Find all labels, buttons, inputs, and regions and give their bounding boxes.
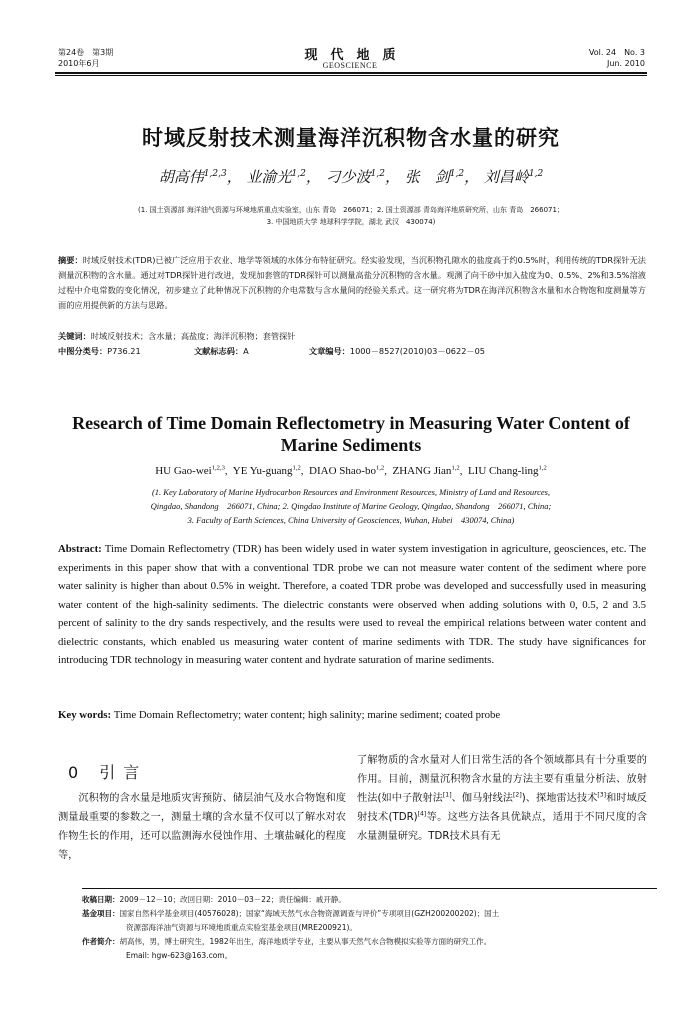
author-en: DIAO Shao-bo$^{1,2}$ bbox=[309, 464, 385, 477]
body-right-column: 了解物质的含水量对人们日常生活的各个领域都具有十分重要的作用。目前，测量沉积物含水量的方法主要有重量分析法、放射性法(如中子散射法[1]、伽马射线法[2])、探地雷达技术[3]和时域反射技术(TDR)[4]等。这些方法各具优缺点，适用于不同尺度的含水量测量研究。TDR技术具有无 bbox=[357, 755, 647, 842]
section-heading: 0 引言 bbox=[68, 763, 148, 782]
header-volume-en: Vol. 24 No. 3 bbox=[588, 48, 645, 57]
body-left-column: 沉积物的含水量是地质灾害预防、储层油气及水合物饱和度测量最重要的参数之一，测量土壤的含水量不仅可以了解水对农作物生长的作用，还可以监测海水侵蚀作用、土壤盐碱化的程度等， bbox=[58, 793, 346, 861]
author-cn: 胡高伟$^{1,2,3}$ bbox=[158, 168, 227, 186]
header-rule-bottom bbox=[55, 75, 647, 76]
abstract-cn: 摘要：时域反射技术(TDR)已被广泛应用于农业、地学等领域的水体分布特征研究。经实验发现，当沉积物孔隙水的盐度高于约0.5%时，利用传统的TDR探针无法测量沉积物的含水量。通过对TDR探针进行改进，发现加套管的TDR探针可以测量高盐分沉积物的含水量。观测了向干砂中加入盐度为0、0.5%、2%和3.5%溶液过程中介电常数的变化情况，初步建立了此种情况下沉积物的介电常数与含水量间的经验关系式。这一研究将为TDR在海洋沉积物含水量和水合物饱和度测量等方面的应用提供新的方法与思路。 bbox=[58, 255, 646, 310]
header-volume-cn: 第24卷 第3期 bbox=[58, 48, 114, 57]
abstract-en: Abstract: Time Domain Reflectometry (TDR) has been widely used in water system investigation in agriculture, geosciences, etc. The experiments in this paper show that with a conventional TDR probe we can not measure water content of the sediment where pore water salinity is higher than about 0.5% in weight. Therefore, a coated TDR probe was developed and successfully used in measuring water content of the high-salinity sediments. The dielectric constants were observed when adding solutions with 0, 0.5, 2 and 3.5 percent of salinity to the dry sands respectively, and the results were used to reveal the empirical relations between water content and dielectric constants, which enabled us measuring water content of marine sediments with TDR. The study have significances for introducing TDR technology in measuring water content and hydrate saturation of marine sediments. bbox=[58, 543, 646, 666]
author-cn: 刁少波$^{1,2}$ bbox=[325, 168, 385, 186]
author-en: YE Yu-guang$^{1,2}$ bbox=[232, 464, 301, 477]
authors-en: HU Gao-wei$^{1,2,3}$, YE Yu-guang$^{1,2}$, DIAO Shao-bo$^{1,2}$, ZHANG Jian$^{1,2}$, LIU Chang-ling$^{1,2}$ bbox=[155, 464, 547, 477]
author-en: HU Gao-wei$^{1,2,3}$ bbox=[155, 464, 225, 477]
footnote-fund: 基金项目：国家自然科学基金项目(40576028)；国家“海域天然气水合物资源调查与评价”专项项目(GZH200200202)；国土 bbox=[82, 909, 500, 918]
journal-title-cn: 现 代 地 质 bbox=[304, 48, 396, 63]
header-rule-top bbox=[55, 72, 647, 74]
title-cn: 时域反射技术测量海洋沉积物含水量的研究 bbox=[142, 126, 560, 150]
affiliations-en: (1. Key Laboratory of Marine Hydrocarbon Resources and Environment Resources, Ministry of Land and Resources, Qingdao, Shandong 266071, China; 2. Qingdao Institute of Marine Geology, Qingdao, Shandong 266071, China; 3. Faculty of Earth Sciences, China University of Geosciences, Wuhan, Hubei 430074, China) bbox=[150, 487, 552, 525]
footnotes: 收稿日期：2009－12－10；改回日期：2010－03－22；责任编辑：戚开静。 基金项目：国家自然科学基金项目(40576028)；国家“海域天然气水合物资源调查与评价”专项项目(GZH200200202)；国土 资源部海洋油气资源与环境地质重点实验室基金项目(MRE200921)。 作者简介：胡高伟，男，博士研究生，1982年出生，海洋地质学专业，主要从事天然气水合物模拟实验等方面的研究工作。 Email: hgw-623@163.com。 bbox=[82, 893, 654, 963]
keywords-en: Key words: Time Domain Reflectometry; water content; high salinity; marine sediment; coated probe bbox=[58, 709, 501, 721]
header-date-en: Jun. 2010 bbox=[607, 59, 645, 68]
authors-cn: 胡高伟$^{1,2,3}$， 业渝光$^{1,2}$， 刁少波$^{1,2}$， 张 剑$^{1,2}$， 刘昌岭$^{1,2}$ bbox=[158, 168, 544, 186]
author-cn: 刘昌岭$^{1,2}$ bbox=[483, 168, 544, 186]
author-en: LIU Chang-ling$^{1,2}$ bbox=[467, 464, 547, 477]
keywords-cn: 关键词：时域反射技术；含水量；高盐度；海洋沉积物；套管探针 bbox=[58, 331, 296, 341]
header-date-cn: 2010年6月 bbox=[58, 59, 100, 68]
author-cn: 张 剑$^{1,2}$ bbox=[404, 168, 465, 186]
classification-line: 中图分类号：P736.21 文献标志码：A 文章编号：1000－8527(2010)03－0622－05 bbox=[58, 346, 486, 356]
journal-title-en: GEOSCIENCE bbox=[322, 61, 378, 70]
author-en: ZHANG Jian$^{1,2}$ bbox=[392, 464, 460, 477]
author-cn: 业渝光$^{1,2}$ bbox=[246, 168, 306, 186]
affiliations-cn: (1. 国土资源部 海洋油气资源与环境地质重点实验室，山东 青岛 266071；2. 国土资源部 青岛海洋地质研究所，山东 青岛 266071； 3. 中国地质大学 地球科学学院，湖北 武汉 430074) bbox=[138, 206, 564, 226]
title-en: Research of Time Domain Reflectometry in Measuring Water Content of Marine Sediments bbox=[72, 413, 630, 455]
footnote-received: 收稿日期：2009－12－10；改回日期：2010－03－22；责任编辑：戚开静。 bbox=[82, 895, 346, 904]
footnote-rule bbox=[82, 888, 657, 889]
footnote-author: 作者简介：胡高伟，男，博士研究生，1982年出生，海洋地质学专业，主要从事天然气水合物模拟实验等方面的研究工作。 bbox=[82, 937, 492, 946]
